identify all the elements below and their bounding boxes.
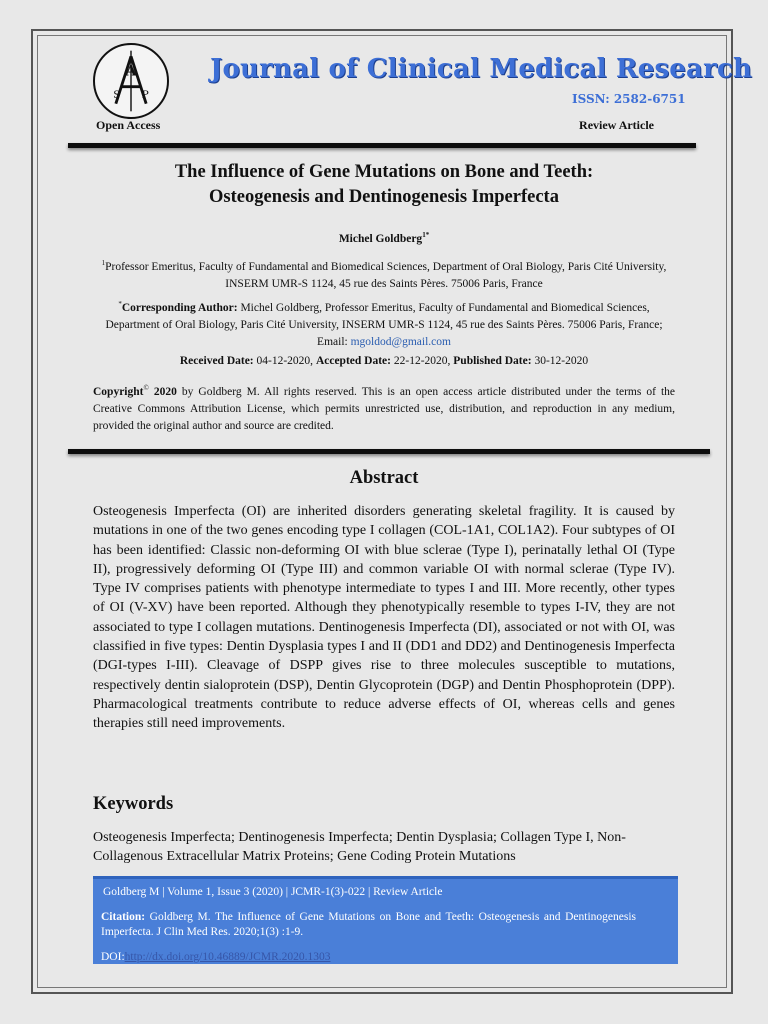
paper-title: [94, 160, 674, 210]
copyright-label: Copyright: [93, 385, 144, 398]
citation-block: [101, 910, 636, 940]
corresponding-author: [94, 296, 674, 351]
copyright-symbol: ©: [143, 384, 149, 392]
copyright-text: by Goldberg M. All rights reserved. This is an open access article distributed under the terms of the Creative Commons Attribution License, which permits unrestricted use, distribution, and reproduction in any medium, provided the original author and source are credited.: [93, 385, 676, 432]
article-type-label: Review Article: [579, 118, 654, 132]
copyright-notice: [93, 380, 675, 435]
header-divider: [68, 143, 696, 148]
received-label: Received Date:: [179, 355, 254, 367]
logo-letter-s: S: [113, 89, 121, 102]
accepted-label: Accepted Date:: [315, 355, 391, 367]
citation-info-line: Goldberg M | Volume 1, Issue 3 (2020) | JCMR-1(3)-022 | Review Article: [103, 886, 443, 898]
abstract-text: Osteogenesis Imperfecta (OI) are inherited disorders generating skeletal fragility. It is caused by mutations in one of the two genes encoding type I collagen (COL-1A1, COL1A2). Four subtypes of OI has been identified: Classic non-deforming OI with blue sclerae (Type I), perinatally lethal OI (Type II), progressively deforming OI (Type III) and common variable OI with normal sclerae (Type IV). Type IV comprises patients with phenotype intermediate to types I and III. More recently, other types of OI (V-XV) have been reported. Although they phenotypically resemble to types I-IV, they are not associated to type I collagen mutations. Dentinogenesis Imperfecta (DI), associated or not with OI, was classified in five types: Dentin Dysplasia types I and II (DD1 and DD2) and Dentinogenesis Imperfecta (DGI-types I-III). Cleavage of DSPP gives rise to three molecules susceptible to mutations, respectively dentin sialoprotein (DSP), Dentin Glycoprotein (DGP) and Dentin Phosphoprotein (DPP). Pharmacological treatments contribute to reduce adverse effects of OI, whereas cells and genes therapies still need improvements.: [93, 504, 675, 732]
citation-box: [93, 876, 678, 964]
copyright-year: 2020: [153, 385, 177, 398]
paper-title-line-2: Osteogenesis and Dentinogenesis Imperfecta: [209, 187, 559, 207]
doi-label: DOI:: [101, 951, 125, 963]
email-link[interactable]: mgoldod@gmail.com: [350, 335, 451, 348]
article-dates: [94, 355, 674, 367]
keywords-heading: Keywords: [93, 794, 174, 814]
logo-letter-a: A: [125, 63, 137, 80]
author-name: Michel Goldberg: [338, 232, 423, 245]
doi-link[interactable]: http://dx.doi.org/10.46889/JCMR.2020.1303: [124, 951, 331, 963]
journal-logo-mark: [95, 45, 167, 117]
affiliation: [94, 255, 674, 293]
doi-line: [101, 950, 331, 965]
paper-title-line-1: The Influence of Gene Mutations on Bone and Teeth:: [174, 162, 594, 182]
abstract-heading: Abstract: [349, 468, 419, 488]
citation-text: Goldberg M. The Influence of Gene Mutations on Bone and Teeth: Osteogenesis and Dentinogenesis Imperfecta. J Clin Med Res. 2020;1(3) :1-9.: [101, 911, 636, 938]
journal-title: Journal of Clinical Medical Research: [210, 54, 753, 84]
published-date: 30-12-2020: [534, 355, 589, 367]
journal-issn: ISSN: 2582-6751: [572, 92, 686, 106]
received-date: 04-12-2020,: [256, 355, 314, 367]
journal-logo: [93, 43, 169, 119]
metadata-divider: [68, 449, 710, 454]
accepted-date: 22-12-2020,: [393, 355, 451, 367]
corresponding-mark: *: [118, 300, 122, 308]
affiliation-mark: 1: [101, 259, 106, 267]
affiliation-text: Professor Emeritus, Faculty of Fundamental and Biomedical Sciences, Department of Oral Biology, Paris Cité University, INSERM UMR-S 1124, 45 rue des Saints Pères. 75006 Paris, France: [105, 260, 667, 290]
author-marks: 1*: [422, 231, 430, 239]
published-label: Published Date:: [453, 355, 532, 367]
citation-label: Citation:: [101, 911, 146, 923]
open-access-label: Open Access: [96, 118, 161, 132]
corresponding-text: Michel Goldberg, Professor Emeritus, Faculty of Fundamental and Biomedical Sciences, Department of Oral Biology, Paris Cité University, INSERM UMR-S 1124, 45 rue des Saints Pères. 75006 Paris, France; Email:: [105, 301, 663, 348]
corresponding-label: Corresponding Author:: [121, 301, 238, 314]
author-line: [94, 231, 674, 245]
logo-letter-p: P: [141, 89, 149, 102]
keywords-text: Osteogenesis Imperfecta; Dentinogenesis Imperfecta; Dentin Dysplasia; Collagen Type I, Non-Collagenous Extracellular Matrix Proteins; Gene Coding Protein Mutations: [93, 830, 626, 865]
